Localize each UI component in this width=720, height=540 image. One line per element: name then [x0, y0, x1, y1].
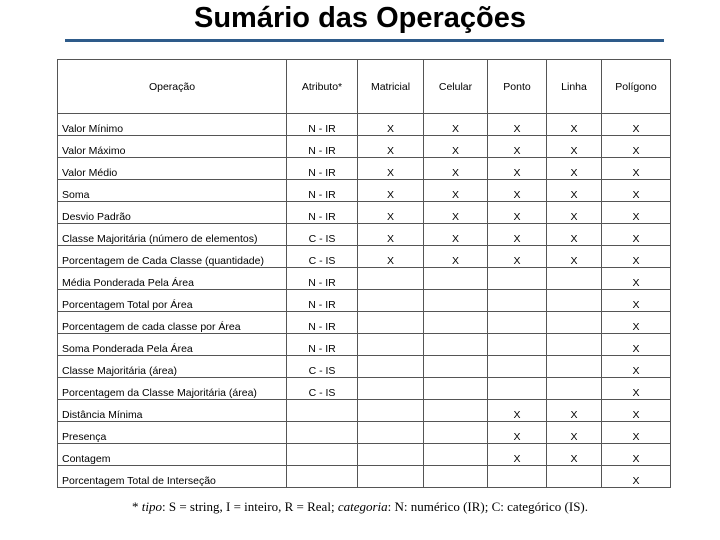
support-cell: X — [358, 224, 424, 246]
support-cell — [488, 290, 547, 312]
operation-name-cell: Valor Mínimo — [58, 114, 287, 136]
support-cell: X — [602, 202, 671, 224]
operation-name-cell: Porcentagem de cada classe por Área — [58, 312, 287, 334]
operation-name-cell: Média Ponderada Pela Área — [58, 268, 287, 290]
support-cell: X — [602, 158, 671, 180]
table-row — [58, 356, 671, 378]
attribute-cell: N - IR — [287, 202, 358, 224]
attribute-cell: N - IR — [287, 180, 358, 202]
table-row — [58, 466, 671, 488]
support-cell: X — [547, 246, 602, 268]
support-cell — [424, 466, 488, 488]
attribute-cell: N - IR — [287, 158, 358, 180]
support-cell: X — [602, 180, 671, 202]
page-title: Sumário das Operações — [193, 2, 527, 34]
table-row — [58, 378, 671, 400]
support-cell: X — [488, 136, 547, 158]
support-cell — [424, 290, 488, 312]
support-cell: X — [602, 400, 671, 422]
footnote-tipo-text: : S = string, I = inteiro, R = Real; — [161, 499, 338, 514]
attribute-cell — [287, 400, 358, 422]
support-cell: X — [358, 158, 424, 180]
support-cell — [424, 444, 488, 466]
support-cell: X — [602, 444, 671, 466]
table-body — [58, 114, 671, 488]
operation-name-cell: Porcentagem da Classe Majoritária (área) — [58, 378, 287, 400]
attribute-cell: N - IR — [287, 290, 358, 312]
support-cell: X — [602, 290, 671, 312]
support-cell: X — [602, 114, 671, 136]
attribute-cell: N - IR — [287, 268, 358, 290]
support-cell: X — [602, 422, 671, 444]
support-cell — [358, 378, 424, 400]
operation-name-cell: Soma Ponderada Pela Área — [58, 334, 287, 356]
table-row — [58, 312, 671, 334]
attribute-cell: N - IR — [287, 312, 358, 334]
table-row — [58, 334, 671, 356]
operation-name-cell: Presença — [58, 422, 287, 444]
support-cell: X — [424, 202, 488, 224]
support-cell — [488, 466, 547, 488]
header-atributo: Atributo* — [287, 60, 358, 114]
support-cell — [488, 356, 547, 378]
operation-name-cell: Porcentagem Total de Interseção — [58, 466, 287, 488]
support-cell — [358, 334, 424, 356]
support-cell: X — [358, 246, 424, 268]
attribute-cell: N - IR — [287, 114, 358, 136]
attribute-cell — [287, 422, 358, 444]
operation-name-cell: Contagem — [58, 444, 287, 466]
support-cell: X — [488, 180, 547, 202]
support-cell — [358, 400, 424, 422]
support-cell — [547, 334, 602, 356]
support-cell: X — [547, 114, 602, 136]
table-header-row — [58, 60, 671, 114]
operations-table — [57, 59, 671, 488]
support-cell: X — [602, 356, 671, 378]
support-cell: X — [602, 378, 671, 400]
support-cell — [358, 466, 424, 488]
operation-name-cell: Classe Majoritária (área) — [58, 356, 287, 378]
operation-name-cell: Soma — [58, 180, 287, 202]
header-operacao: Operação — [58, 60, 287, 114]
support-cell: X — [547, 180, 602, 202]
support-cell — [424, 334, 488, 356]
support-cell: X — [602, 334, 671, 356]
support-cell — [358, 290, 424, 312]
header-ponto: Ponto — [488, 60, 547, 114]
header-celular: Celular — [424, 60, 488, 114]
support-cell: X — [602, 312, 671, 334]
header-linha: Linha — [547, 60, 602, 114]
title-underline — [65, 39, 664, 42]
footnote-tipo-label: tipo — [141, 499, 162, 514]
support-cell — [424, 312, 488, 334]
attribute-cell: C - IS — [287, 356, 358, 378]
table-row — [58, 114, 671, 136]
table-row — [58, 224, 671, 246]
operation-name-cell: Distância Mínima — [58, 400, 287, 422]
support-cell: X — [547, 224, 602, 246]
support-cell — [358, 312, 424, 334]
operation-name-cell: Valor Máximo — [58, 136, 287, 158]
table-row — [58, 290, 671, 312]
support-cell: X — [424, 246, 488, 268]
support-cell — [358, 268, 424, 290]
support-cell: X — [424, 158, 488, 180]
attribute-cell: N - IR — [287, 136, 358, 158]
table-row — [58, 158, 671, 180]
footnote — [0, 499, 720, 515]
table-row — [58, 400, 671, 422]
support-cell: X — [602, 224, 671, 246]
table-row — [58, 422, 671, 444]
table-row — [58, 246, 671, 268]
support-cell: X — [602, 268, 671, 290]
table-row — [58, 202, 671, 224]
support-cell — [488, 378, 547, 400]
attribute-cell: C - IS — [287, 224, 358, 246]
support-cell — [424, 400, 488, 422]
support-cell — [358, 356, 424, 378]
support-cell: X — [488, 114, 547, 136]
support-cell — [358, 444, 424, 466]
support-cell: X — [488, 158, 547, 180]
support-cell — [547, 290, 602, 312]
operation-name-cell: Porcentagem Total por Área — [58, 290, 287, 312]
support-cell — [547, 466, 602, 488]
table-row — [58, 444, 671, 466]
support-cell: X — [547, 400, 602, 422]
support-cell: X — [488, 202, 547, 224]
support-cell — [488, 334, 547, 356]
support-cell — [488, 268, 547, 290]
support-cell: X — [424, 180, 488, 202]
support-cell: X — [358, 180, 424, 202]
support-cell: X — [424, 136, 488, 158]
support-cell — [424, 378, 488, 400]
support-cell — [547, 268, 602, 290]
support-cell — [547, 356, 602, 378]
support-cell: X — [547, 422, 602, 444]
support-cell: X — [488, 444, 547, 466]
support-cell: X — [358, 202, 424, 224]
support-cell — [424, 268, 488, 290]
attribute-cell: C - IS — [287, 246, 358, 268]
table-row — [58, 136, 671, 158]
table-row — [58, 268, 671, 290]
attribute-cell: C - IS — [287, 378, 358, 400]
support-cell: X — [358, 114, 424, 136]
support-cell: X — [602, 246, 671, 268]
support-cell: X — [488, 224, 547, 246]
attribute-cell — [287, 444, 358, 466]
support-cell: X — [488, 246, 547, 268]
operation-name-cell: Porcentagem de Cada Classe (quantidade) — [58, 246, 287, 268]
support-cell: X — [602, 466, 671, 488]
footnote-categoria-text: : N: numérico (IR); C: categórico (IS). — [387, 499, 588, 514]
support-cell — [424, 422, 488, 444]
support-cell — [488, 312, 547, 334]
support-cell: X — [488, 400, 547, 422]
operation-name-cell: Classe Majoritária (número de elementos) — [58, 224, 287, 246]
support-cell: X — [358, 136, 424, 158]
footnote-star: * — [132, 499, 142, 514]
support-cell — [547, 312, 602, 334]
attribute-cell — [287, 466, 358, 488]
attribute-cell: N - IR — [287, 334, 358, 356]
support-cell: X — [424, 224, 488, 246]
header-poligono: Polígono — [602, 60, 671, 114]
support-cell — [547, 378, 602, 400]
support-cell — [424, 356, 488, 378]
support-cell: X — [488, 422, 547, 444]
support-cell: X — [602, 136, 671, 158]
support-cell: X — [547, 158, 602, 180]
table-row — [58, 180, 671, 202]
operation-name-cell: Valor Médio — [58, 158, 287, 180]
support-cell: X — [424, 114, 488, 136]
support-cell: X — [547, 202, 602, 224]
operation-name-cell: Desvio Padrão — [58, 202, 287, 224]
support-cell: X — [547, 444, 602, 466]
footnote-categoria-label: categoria — [337, 499, 388, 514]
header-matricial: Matricial — [358, 60, 424, 114]
support-cell — [358, 422, 424, 444]
support-cell: X — [547, 136, 602, 158]
